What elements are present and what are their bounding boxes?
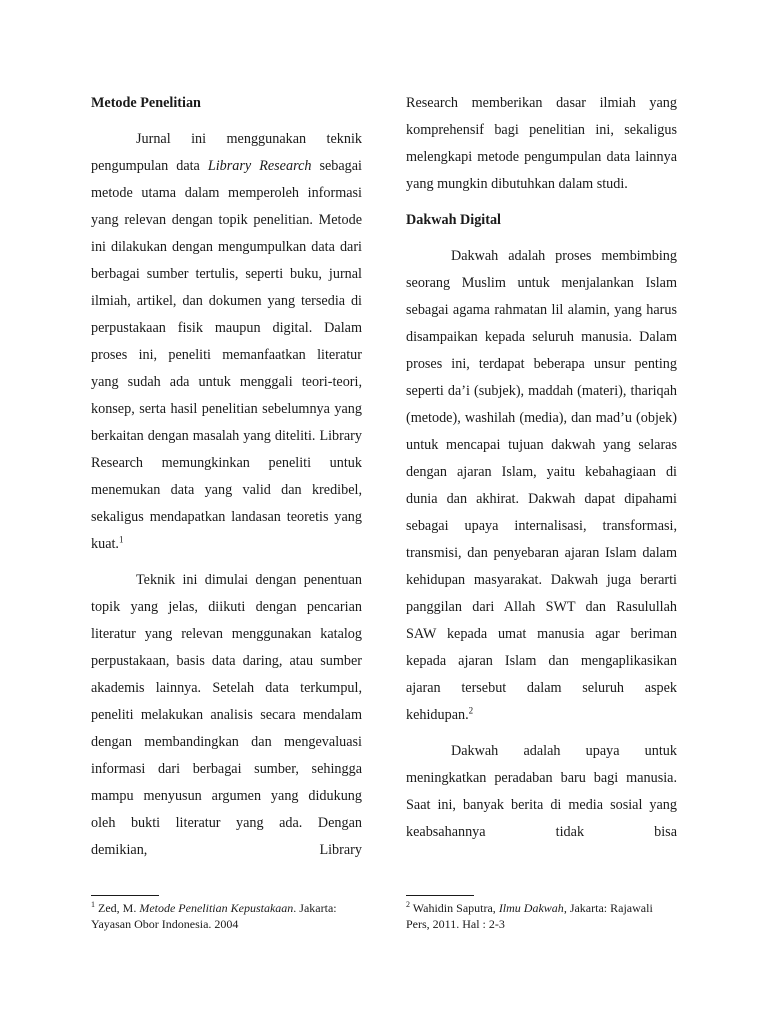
footnote-text: Wahidin Saputra, bbox=[410, 901, 499, 915]
paragraph-teknik: Teknik ini dimulai dengan penentuan topik yang jelas, diikuti dengan pencarian literatur yang relevan menggunakan katalog perpustakaan, basis data daring, atau sumber akademis lainnya. Setelah data terkumpul, peneliti melakukan analisis secara mendalam dengan membandingkan dan mengevaluasi informasi dari berbagai sumber, sehingga mampu menyusun argumen yang didukung oleh bukti literatur yang ada. Dengan demikian, Library bbox=[91, 572, 362, 858]
footnote-separator-right bbox=[406, 895, 474, 896]
emphasis-library-research: Library Research bbox=[207, 158, 312, 174]
footnote-mark: 2 bbox=[406, 900, 410, 909]
paragraph-continued: Research memberikan dasar ilmiah yang komprehensif bagi penelitian ini, sekaligus melengkapi metode pengumpulan data lainnya yang mungkin dibutuhkan dalam studi. bbox=[406, 95, 677, 192]
paragraph-text: Jurnal ini menggunakan teknik pengumpulan data bbox=[91, 131, 362, 174]
footnote-ref-2[interactable]: 2 bbox=[468, 705, 474, 716]
paragraph-dakwah-definition bbox=[406, 243, 677, 729]
footnote-title: Metode Penelitian Kepustakaan bbox=[139, 901, 294, 915]
footnote-2 bbox=[406, 900, 678, 932]
footnote-text: , Jakarta: Rajawali Pers, 2011. Hal : 2-3 bbox=[406, 901, 653, 931]
footnote-ref-1[interactable]: 1 bbox=[118, 534, 124, 545]
paragraph-text: sebagai metode utama dalam memperoleh informasi yang relevan dengan topik penelitian. Metode ini dilakukan dengan mengumpulkan data dari berbagai sumber tertulis, seperti buku, jurnal ilmiah, artikel, dan dokumen yang tersedia di perpustakaan fisik maupun digital. Dalam proses ini, peneliti memanfaatkan literatur yang sudah ada untuk menggali teori-teori, konsep, serta hasil penelitian sebelumnya yang berkaitan dengan masalah yang diteliti. Library Research memungkinkan peneliti untuk menemukan data yang valid dan kredibel, sekaligus mendapatkan landasan teoretis yang kuat. bbox=[91, 158, 363, 552]
footnote-text: Zed, M. bbox=[95, 901, 140, 915]
left-column bbox=[91, 90, 362, 864]
paragraph-library-research bbox=[91, 126, 362, 558]
section-heading-dakwah-digital: Dakwah Digital bbox=[406, 212, 501, 228]
paragraph-text: Dakwah adalah proses membimbing seorang Muslim untuk menjalankan Islam sebagai agama rahmatan lil alamin, yang harus disampaikan kepada seluruh manusia. Dalam proses ini, terdapat beberapa unsur penting seperti da’i (subjek), maddah (materi), thariqah (metode), washilah (media), dan mad’u (objek) untuk mencapai tujuan dakwah yang selaras dengan ajaran Islam, yaitu kebahagiaan di dunia dan akhirat. Dakwah dapat dipahami sebagai upaya internalisasi, transformasi, transmisi, dan penyebaran ajaran Islam dalam kehidupan masyarakat. Dakwah juga berarti panggilan dari Allah SWT dan Rasulullah SAW kepada umat manusia agar beriman kepada ajaran Islam dan mengaplikasikan ajaran tersebut dalam seluruh aspek kehidupan. bbox=[406, 248, 677, 723]
footnote-title: Ilmu Dakwah bbox=[498, 901, 564, 915]
footnote-text: . Jakarta: Yayasan Obor Indonesia. 2004 bbox=[91, 901, 337, 931]
footnote-1 bbox=[91, 900, 363, 932]
footnote-separator-left bbox=[91, 895, 159, 896]
paragraph-dakwah-peradaban: Dakwah adalah upaya untuk meningkatkan peradaban baru bagi manusia. Saat ini, banyak berita di media sosial yang keabsahannya tidak bisa bbox=[406, 743, 677, 840]
right-column bbox=[406, 90, 677, 846]
section-heading-metode-penelitian: Metode Penelitian bbox=[91, 95, 201, 111]
footnote-mark: 1 bbox=[91, 900, 95, 909]
